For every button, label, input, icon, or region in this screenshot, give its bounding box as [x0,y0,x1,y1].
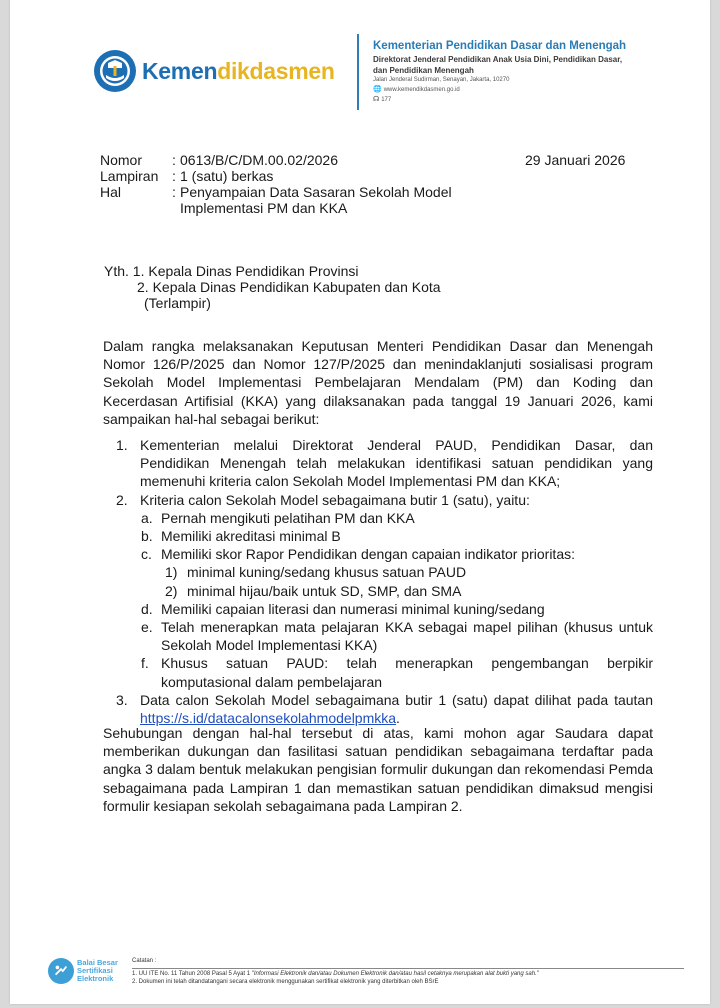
hal-label: Hal [100,184,122,200]
logo-wordmark: Kemendikdasmen [142,57,335,84]
criteria-subitem: 2) minimal hijau/baik untuk SD, SMP, dan SMA [165,582,462,599]
recipients [104,263,441,311]
criteria-item: e. Telah menerapkan mata pelajaran KKA sebagai mapel pilihan (khusus untuk Sekolah Model Implementasi KKA) [141,619,653,654]
lampiran-value: 1 (satu) berkas [180,168,274,184]
lampiran-label: Lampiran [100,168,159,184]
directorate-line-1: Direktorat Jenderal Pendidikan Anak Usia Dini, Pendidikan Dasar, [373,55,623,64]
ministry-name: Kementerian Pendidikan Dasar dan Menengah [373,40,627,52]
criteria-item: d. Memiliki capaian literasi dan numerasi minimal kuning/sedang [141,600,545,617]
hal-value-line-1: Penyampaian Data Sasaran Sekolah Model [180,184,452,200]
letterhead-divider [357,34,359,110]
directorate-line-2: dan Pendidikan Menengah [373,66,474,75]
letter-date: 29 Januari 2026 [525,152,626,168]
criteria-item: f. Khusus satuan PAUD: telah menerapkan pengembangan berpikir komputasional dalam pembelajaran [141,655,653,690]
phone-row [373,95,626,105]
tut-wuri-handayani-emblem-icon [94,50,136,92]
numbered-list [103,436,653,727]
globe-icon: 🌐 [373,86,382,93]
nomor-value: 0613/B/C/DM.00.02/2026 [180,152,338,168]
website-row [373,85,626,95]
footer-note-1: 1. UU ITE No. 11 Tahun 2008 Pasal 5 Ayat 1 "Informasi Elektronik dan/atau Dokumen Elektronik dan/atau hasil cetaknya merupakan alat bukti yang sah." [132,971,539,977]
footer-notes [132,957,684,986]
list-item: 3. Data calon Sekolah Model sebagaimana butir 1 (satu) dapat dilihat pada tautan https://s.id/datacalonsekolahmodelpmkka. [116,691,653,727]
bsre-logo: Balai Besar Sertifikasi Elektronik [48,958,118,984]
nomor-label: Nomor [100,152,143,168]
headset-icon: ☊ [373,96,380,103]
recipient-2: 2. Kepala Dinas Pendidikan Kabupaten dan Kota [137,279,441,295]
list-item: 2. Kriteria calon Sekolah Model sebagaimana butir 1 (satu), yaitu: [116,491,530,508]
letter-meta [100,152,480,216]
hal-value-line-2: Implementasi PM dan KKA [180,200,348,216]
address: Jalan Jenderal Sudirman, Senayan, Jakarta, 10270 [373,77,510,83]
closing-paragraph: Sehubungan dengan hal-hal tersebut di atas, kami mohon agar Saudara dapat memberikan dukungan dan fasilitasi satuan pendidikan sebagaimana terdaftar pada angka 3 dalam bentuk melakukan pengisian formulir dukungan dan rekomendasi Pemda sebagaimana pada Lampiran 1 dan memastikan satuan pendidikan dimaksud mengisi formulir kesiapan sekolah sebagaimana pada Lampiran 2. [103,725,653,814]
intro-paragraph: Dalam rangka melaksanakan Keputusan Menteri Pendidikan Dasar dan Menengah Nomor 126/P/2025 dan Nomor 127/P/2025 dan menindaklanjuti sosialisasi program Sekolah Model Implementasi Pembelajaran Mendalam (PM) dan Koding dan Kecerdasan Artifisial (KKA) yang dilaksanakan pada tanggal 19 Januari 2026, kami sampaikan hal-hal sebagai berikut: [103,338,653,427]
footer-note-2: 2. Dokumen ini telah ditandatangani secara elektronik menggunakan sertifikat elektronik yang diterbitkan oleh BSrE [132,979,439,985]
list-item: 1. Kementerian melalui Direktorat Jenderal PAUD, Pendidikan Dasar, dan Pendidikan Menengah telah melakukan identifikasi satuan pendidikan yang memenuhi kriteria calon Sekolah Model Implementasi PM dan KKA; [116,437,653,490]
footer-divider [132,968,684,969]
recipient-note: (Terlampir) [144,295,211,311]
nomor-row: Nomor : 0613/B/C/DM.00.02/2026 [100,152,480,168]
criteria-item: c. Memiliki skor Rapor Pendidikan dengan capaian indikator prioritas: [141,546,575,563]
ministry-logo [94,50,335,92]
criteria-item: b. Memiliki akreditasi minimal B [141,528,341,545]
website: www.kemendikdasmen.go.id [383,87,460,93]
letterhead-info [373,40,626,105]
bsre-emblem-icon [48,958,74,984]
criteria-item: a. Pernah mengikuti pelatihan PM dan KKA [141,509,415,526]
letter-page [10,0,710,1004]
criteria-subitem: 1) minimal kuning/sedang khusus satuan PAUD [165,564,467,581]
catatan-label: Catatan : [132,958,157,964]
data-link[interactable]: https://s.id/datacalonsekolahmodelpmkka [140,710,397,727]
lampiran-row: Lampiran : 1 (satu) berkas [100,168,480,184]
hal-row: Hal : Penyampaian Data Sasaran Sekolah Model [100,184,480,200]
phone: 177 [381,97,392,103]
recipient-1: Yth. 1. Kepala Dinas Pendidikan Provinsi [104,263,359,279]
